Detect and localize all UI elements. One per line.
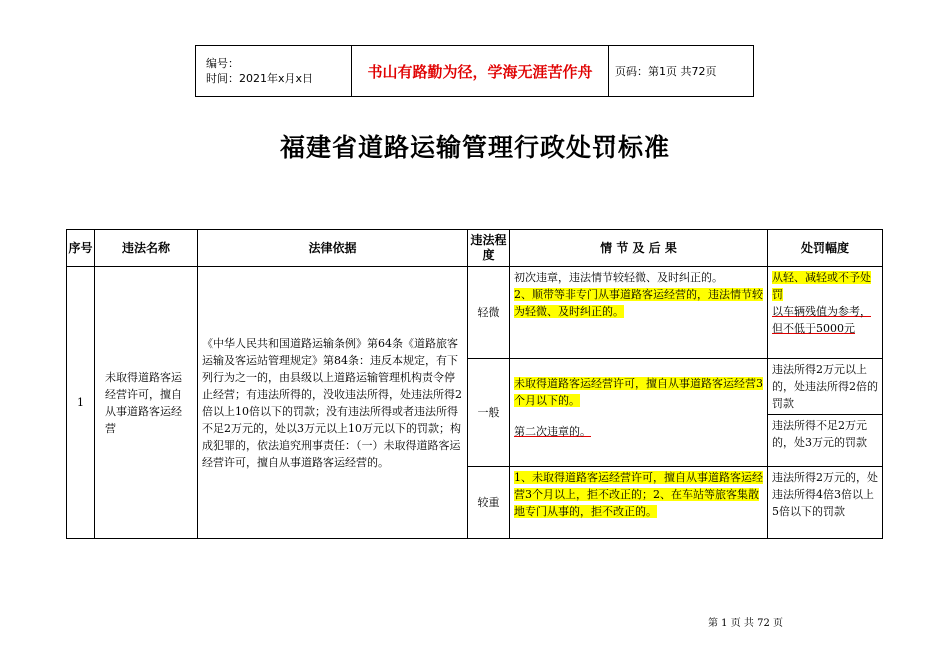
table-header-row bbox=[67, 230, 883, 267]
penalty-minor-1: 从轻、减轻或不予处罚 bbox=[772, 271, 871, 301]
circumstance-minor-1: 初次违章，违法情节较轻微、及时纠正的。 bbox=[514, 271, 723, 284]
penalty-minor bbox=[768, 267, 883, 359]
time-label: 时间：2021年x月x日 bbox=[206, 72, 314, 85]
penalty-general-2: 违法所得不足2万元的，处3万元的罚款 bbox=[768, 415, 883, 467]
circumstance-severe: 1、未取得道路客运经营许可，擅自从事道路客运经营3个月以上，拒不改正的；2、在车站等旅客集散地专门从事的，拒不改正的。 bbox=[514, 471, 763, 518]
penalty-table bbox=[66, 229, 883, 539]
penalty-minor-2: 以车辆残值为参考，但不低于5000元 bbox=[772, 305, 871, 335]
col-header-seq: 序号 bbox=[67, 230, 95, 267]
col-header-circumstances: 情 节 及 后 果 bbox=[510, 230, 768, 267]
degree-minor: 轻微 bbox=[468, 267, 510, 359]
row-legal-basis: 《中华人民共和国道路运输条例》第64条《道路旅客运输及客运站管理规定》第84条：违反本规定，有下列行为之一的，由县级以上道路运输管理机构责令停止经营；有违法所得的，没收违法所得，处违法所得2倍以上10倍以下的罚款；没有违法所得或者违法所得不足2万元的，处以3万元以上10万元以下的罚款；构成犯罪的，依法追究刑事责任：（一）未取得道路客运经营许可，擅自从事道路客运经营的。 bbox=[198, 267, 468, 539]
motto: 书山有路勤为径，学海无涯苦作舟 bbox=[352, 46, 609, 97]
table-row bbox=[67, 267, 883, 359]
page-title: 福建省道路运输管理行政处罚标准 bbox=[279, 133, 670, 162]
number-label: 编号： bbox=[206, 57, 239, 70]
document-header bbox=[195, 45, 754, 97]
circumstances-general bbox=[510, 359, 768, 467]
col-header-penalty: 处罚幅度 bbox=[768, 230, 883, 267]
circumstance-general-1: 未取得道路客运经营许可，擅自从事道路客运经营3个月以下的。 bbox=[514, 377, 763, 407]
circumstances-minor bbox=[510, 267, 768, 359]
col-header-degree: 违法程度 bbox=[468, 230, 510, 267]
col-header-name: 违法名称 bbox=[95, 230, 198, 267]
circumstance-general-2: 第二次违章的。 bbox=[514, 425, 591, 438]
degree-general: 一般 bbox=[468, 359, 510, 467]
degree-severe: 较重 bbox=[468, 467, 510, 539]
col-header-basis: 法律依据 bbox=[198, 230, 468, 267]
row-seq: 1 bbox=[67, 267, 95, 539]
penalty-severe: 违法所得2万元的，处违法所得4倍3倍以上5倍以下的罚款 bbox=[768, 467, 883, 539]
page-label: 页码：第1页 共72页 bbox=[609, 46, 754, 97]
circumstances-severe bbox=[510, 467, 768, 539]
circumstance-minor-2: 2、顺带等非专门从事道路客运经营的，违法情节较为轻微、及时纠正的。 bbox=[514, 288, 763, 318]
penalty-general-1: 违法所得2万元以上的，处违法所得2倍的罚款 bbox=[768, 359, 883, 415]
page-footer: 第 1 页 共 72 页 bbox=[708, 618, 783, 629]
header-meta bbox=[196, 46, 352, 97]
row-violation-name: 未取得道路客运经营许可，擅自从事道路客运经营 bbox=[95, 267, 198, 539]
